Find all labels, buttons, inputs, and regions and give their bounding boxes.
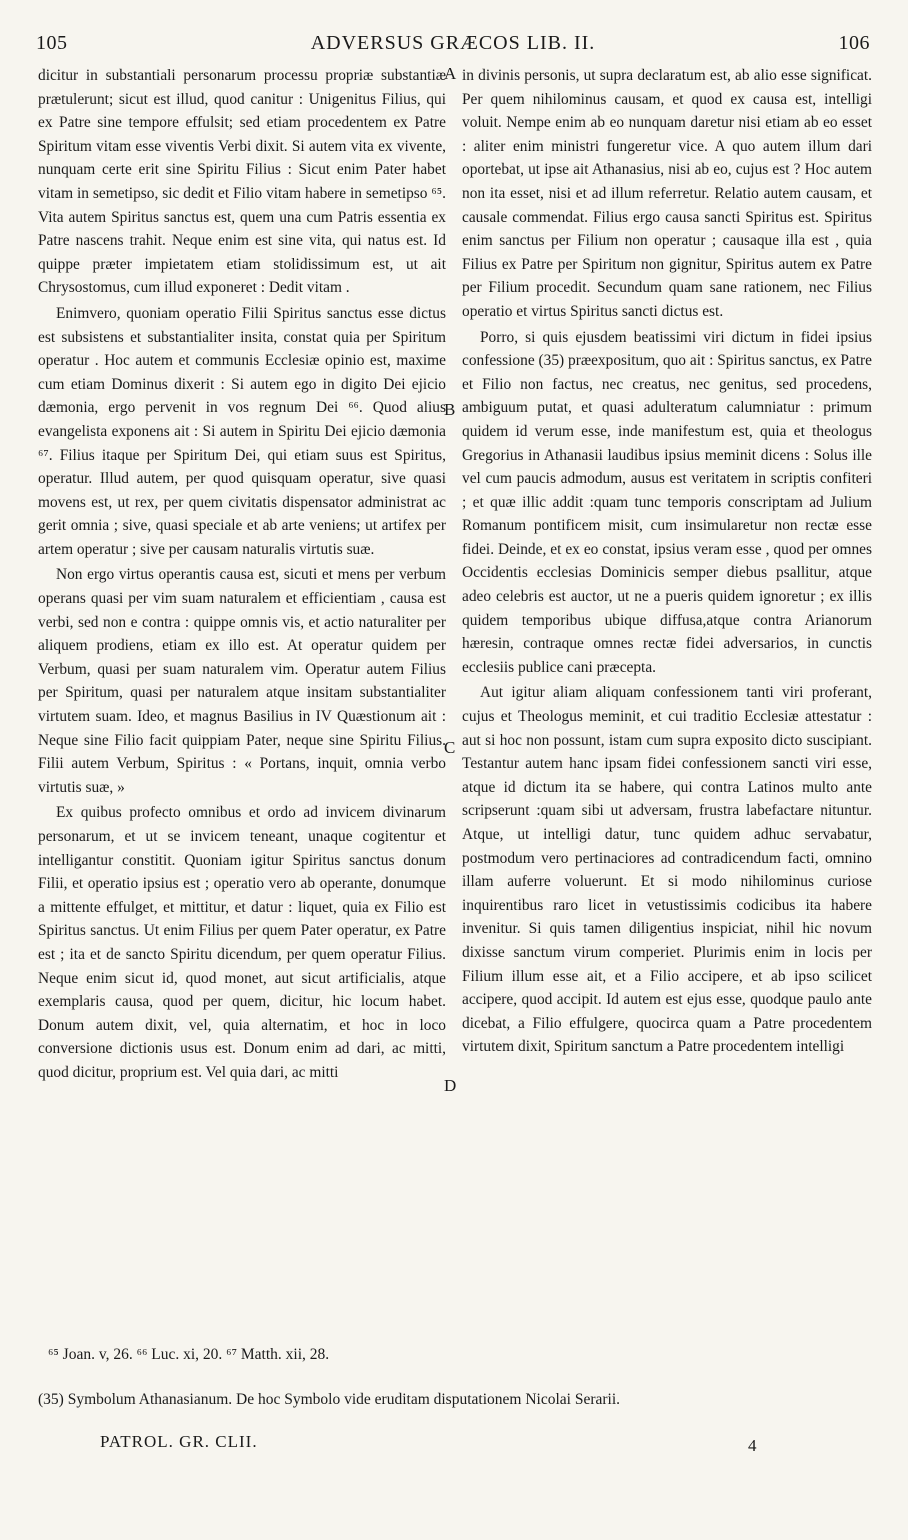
right-paragraph-2: Porro, si quis ejusdem beatissimi viri dictum in fidei ipsius confessione (35) præexpositum, quo ait : Spiritus sanctus, ex Patre et Filio non factus, nec creatus, nec genitus, sed procedens, ambiguum putat, et quasi adulteratum calumniatur : primum quidem id verum esse, inde manifestum est, quia et theologus Gregorius in Athanasii laudibus ipsius meminit dicens : Solus ille vel cum paucis admodum, ausus est veritatem in scriptis confiteri ; et quæ illic addit :quam tunc temporis conscriptam ad Julium Romanum pontificem misit, cum insimularetur non rectæ esse fidei. Deinde, et ex eo constat, ipsius veram esse , quod per omnes Occidentis ecclesias Dominicis semper diebus psallitur, atque adeo celebris est auctor, ut ne a pueris quidem ignoretur ; ex illis quidem temporibus ubique diffusa,atque contra Arianorum hæresin, contraque omnes rectæ fidei adversarios, in cunctis ecclesiis publice cani præcepta. <box>462 328 872 676</box>
left-paragraph-1: dicitur in substantiali personarum processu propriæ substantiæ prætulerunt; sicut est illud, quod canitur : Unigenitus Filius, qui ex Patre sine tempore effulsit; sed etiam procedentem ex Patre Spiritum vitam esse viventis Verbi dixit. Si autem vita ex vivente, nunquam certe erit sine Spiritu Filius : Sicut enim Pater habet vitam in semetipso, sic dedit et Filio vitam habere in semetipso ⁶⁵. Vita autem Spiritus sanctus est, quem una cum Patris essentia ex Patre nascens trahit. Neque enim est sine vita, qui natus est. Id quippe præter impietatem etiam stolidissimum est, ut ait Chrysostomus, cum illud exponeret : Dedit vitam . <box>38 67 446 297</box>
page-header <box>36 32 870 58</box>
running-title: ADVERSUS GRÆCOS LIB. II. <box>310 32 596 54</box>
left-paragraph-4: Ex quibus profecto omnibus et ordo ad invicem divinarum personarum, et ut se invicem teneant, unaque cogitentur et intelligantur constitit. Quoniam igitur Spiritus sanctus donum Filii, et operatio ipsius est ; operatio vero ab operante, donumque a mittente effulget, et mittitur, et datur : liquet, quia ex Filio est Spiritus sanctus. Ut enim Filius per quem Pater operatur, ex Patre est ; ita et de sancto Spiritu dicendum, per quem operatur Filius. Neque enim sicut id, quod monet, aut sicut artificialis, atque exemplaris causa, quod per quem, dicitur, hic locum habet. Donum autem dixit, vel, quia alternatim, et hoc in loco conversione dictionis usus est. Donum enim ad dari, ac mitti, quod dicitur, proprium est. Vel quia dari, ac mitti <box>38 804 446 1081</box>
margin-letter-b: B <box>444 400 456 419</box>
sheet-number: 4 <box>748 1436 757 1455</box>
right-paragraph-1: in divinis personis, ut supra declaratum est, ab alio esse significat. Per quem nihilominus causam, et quod ex causa est, intelligi voluit. Nempe enim ab eo nunquam daretur nisi etiam ab eo esset : aliter enim ministri fungeretur vice. A quo autem illum dari oportebat, ut ipse ait Athanasius, nisi ab eo, cujus est ? Hoc autem non ita esset, nisi et ad illum referretur. Relatio autem causam, et causale commendat. Filius ergo causa sancti Spiritus est. Spiritus enim sanctus per Filium non operatur ; causaque illa est , quia Filius ex Patre per Spiritum non gignitur, Spiritus autem ex Patre per Filium procedit. Secundum quam sane rationem, nec Filius operatio et virtus Spiritus sancti dictus est. <box>462 67 872 320</box>
editor-note: (35) Symbolum Athanasianum. De hoc Symbolo vide eruditam disputationem Nicolai Serarii. <box>38 1391 621 1408</box>
signature-mark: PATROL. GR. CLII. <box>100 1432 258 1451</box>
right-paragraph-3: Aut igitur aliam aliquam confessionem tanti viri proferant, cujus et Theologus meminit, et cui traditio Ecclesiæ attestatur : aut si hoc non possunt, istam cum supra exposito dicto suscipiant. Testantur autem hanc ipsam fidei confessionem sancti viri esse, atque id dictum ita se habere, qui contra Latinos multo ante scripserunt :quam sibi ut adversam, frustra labefactare nituntur. Atque, ut intelligi datur, tunc quidem adhuc servabatur, postmodum vero pertinaciores ad contradicendum facti, omnino illam auferre voluerunt. Et si modo nihilominus curiose inquirentibus raro licet in vetustissimis codicibus ita habere invenitur. Si quis tamen diligentius inspiciat, nihil hic novum dixisse sanctum virum comperiet. Plurimis enim in locis per Filium illum esse ait, et a Filio accipere, et ab ipso scilicet accipere, quod accipit. Id autem est ejus esse, quodque paulo ante dicebat, a Filio effulgere, quocirca quam a Patre procedentem virtutem dixit, Spiritum sanctum a Patre procedentem intelligi <box>462 684 872 1056</box>
page-number-right: 106 <box>838 32 870 54</box>
left-paragraph-3: Non ergo virtus operantis causa est, sicuti et mens per verbum operans quasi per vim suam naturalem et efficientiam , causa est verbi, sed non e contra : quippe omnis vis, et actio naturaliter per aliquem prodiens, etiam ex illo est. At operatur quidem per Verbum, quasi per suam naturalem vim. Operatur autem Filius per Spiritum, quasi per naturalem atque insitam substantialiter virtutem suam. Ideo, et magnus Basilius in IV Quæstionum ait : Neque sine Filio facit quippiam Pater, neque sine Spiritu Filius. Filii autem Verbum, Spiritus : « Portans, inquit, omnia verbo virtutis suæ, » <box>38 566 446 796</box>
right-column <box>462 64 872 1059</box>
margin-letter-a: A <box>444 64 457 83</box>
left-column <box>38 64 446 1085</box>
footnotes: ⁶⁵ Joan. v, 26. ⁶⁶ Luc. xi, 20. ⁶⁷ Matth. xii, 28. <box>48 1346 330 1363</box>
margin-letter-c: C <box>444 738 456 757</box>
left-paragraph-2: Enimvero, quoniam operatio Filii Spiritus sanctus esse dictus est subsistens et substantialiter insita, constat quia per Spiritum operatur . Hoc autem et communis Ecclesiæ opinio est, maxime cum etiam Dominus dixerit : Si autem ego in digito Dei ejicio dæmonia, ergo pervenit in vos regnum Dei ⁶⁶. Quod alius evangelista exponens ait : Si autem in Spiritu Dei ejicio dæmonia ⁶⁷. Filius itaque per Spiritum Dei, qui etiam suus est Spiritus, operatur. Illud autem, per quod quisquam operatur, sive quasi movens est, ut rex, per quem civitatis dispensator administrat ac gerit omnia ; sive, quasi speciale et ab arte veniens; ut artifex per artem operatur ; sive per causam naturalis virtutis suæ. <box>38 304 446 558</box>
page-number-left: 105 <box>36 32 68 54</box>
margin-letter-d: D <box>444 1076 457 1095</box>
